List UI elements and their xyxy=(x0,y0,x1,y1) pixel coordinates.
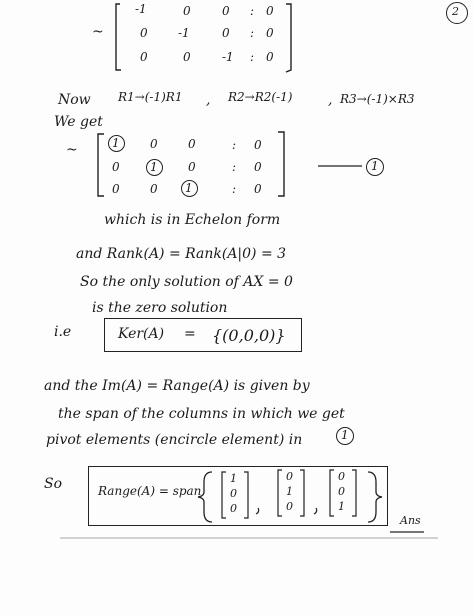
equation-tag: 1 xyxy=(371,159,379,173)
m1-r1-c3: 0 xyxy=(266,26,274,40)
m1-r0-c1: 0 xyxy=(183,4,191,18)
m1-r1-c1: -1 xyxy=(178,26,190,40)
kernel-rhs: {(0,0,0)} xyxy=(212,326,286,345)
v3-b: 0 xyxy=(338,485,345,498)
image-text-2: the span of the columns in which we get xyxy=(58,406,345,422)
m1-r0-c2: 0 xyxy=(222,4,230,18)
v2-a: 0 xyxy=(286,470,293,483)
comma-1: , xyxy=(206,92,211,108)
zero-solution-text: is the zero solution xyxy=(92,300,228,316)
v2-c: 0 xyxy=(286,500,293,513)
echelon-text: which is in Echelon form xyxy=(104,212,281,228)
answer-label: Ans xyxy=(400,514,421,527)
so-label: So xyxy=(44,476,63,492)
v3-c: 1 xyxy=(338,500,345,513)
tilde-symbol-2: ~ xyxy=(66,142,78,158)
we-get-label: We get xyxy=(54,114,103,130)
v3-a: 0 xyxy=(338,470,345,483)
ie-label: i.e xyxy=(54,324,72,340)
image-text-3: pivot elements (encircle element) in xyxy=(46,432,303,448)
only-solution-text: So the only solution of AX = 0 xyxy=(80,274,293,290)
m2-r0-c3: 0 xyxy=(254,138,262,152)
v1-a: 1 xyxy=(230,472,237,485)
m2-r2-c3: 0 xyxy=(254,182,262,196)
image-text-1: and the Im(A) = Range(A) is given by xyxy=(44,378,310,394)
v2-b: 1 xyxy=(286,485,293,498)
m2-r0-sep: : xyxy=(232,138,237,152)
m2-r1-c0: 0 xyxy=(112,160,120,174)
m1-r0-c0: -1 xyxy=(135,2,147,16)
page-number: 2 xyxy=(452,5,459,18)
now-label: Now xyxy=(58,92,91,108)
m2-r2-c0: 0 xyxy=(112,182,120,196)
row-op-1: R1→(-1)R1 xyxy=(118,90,183,104)
tilde-symbol: ~ xyxy=(92,24,104,40)
m2-r0-c2: 0 xyxy=(188,137,196,151)
m2-r1-sep: : xyxy=(232,160,237,174)
row-op-2: R2→R2(-1) xyxy=(228,90,293,104)
v1-b: 0 xyxy=(230,487,237,500)
v1-c: 0 xyxy=(230,502,237,515)
m2-r0-c0: 1 xyxy=(112,136,120,150)
kernel-lhs: Ker(A) xyxy=(118,326,165,342)
m2-r2-c1: 0 xyxy=(150,182,158,196)
m1-r0-sep: : xyxy=(250,4,255,18)
rank-text: and Rank(A) = Rank(A|0) = 3 xyxy=(76,246,287,262)
m2-r1-c1: 1 xyxy=(150,160,158,174)
m1-r2-c3: 0 xyxy=(266,50,274,64)
kernel-eq: = xyxy=(184,326,196,342)
m1-r2-sep: : xyxy=(250,50,255,64)
m2-r1-c3: 0 xyxy=(254,160,262,174)
range-lhs: Range(A) = span xyxy=(98,484,202,498)
m2-r2-c2: 1 xyxy=(185,181,193,195)
m2-r2-sep: : xyxy=(232,182,237,196)
m1-r0-c3: 0 xyxy=(266,4,274,18)
m1-r1-sep: : xyxy=(250,26,255,40)
m2-r1-c2: 0 xyxy=(188,160,196,174)
m2-r0-c1: 0 xyxy=(150,137,158,151)
m1-r2-c1: 0 xyxy=(183,50,191,64)
m1-r1-c2: 0 xyxy=(222,26,230,40)
m1-r2-c2: -1 xyxy=(222,50,234,64)
m1-r1-c0: 0 xyxy=(140,26,148,40)
m1-r2-c0: 0 xyxy=(140,50,148,64)
comma-2: , xyxy=(328,92,333,108)
image-ref: 1 xyxy=(341,428,349,442)
row-op-3: R3→(-1)×R3 xyxy=(340,92,415,106)
